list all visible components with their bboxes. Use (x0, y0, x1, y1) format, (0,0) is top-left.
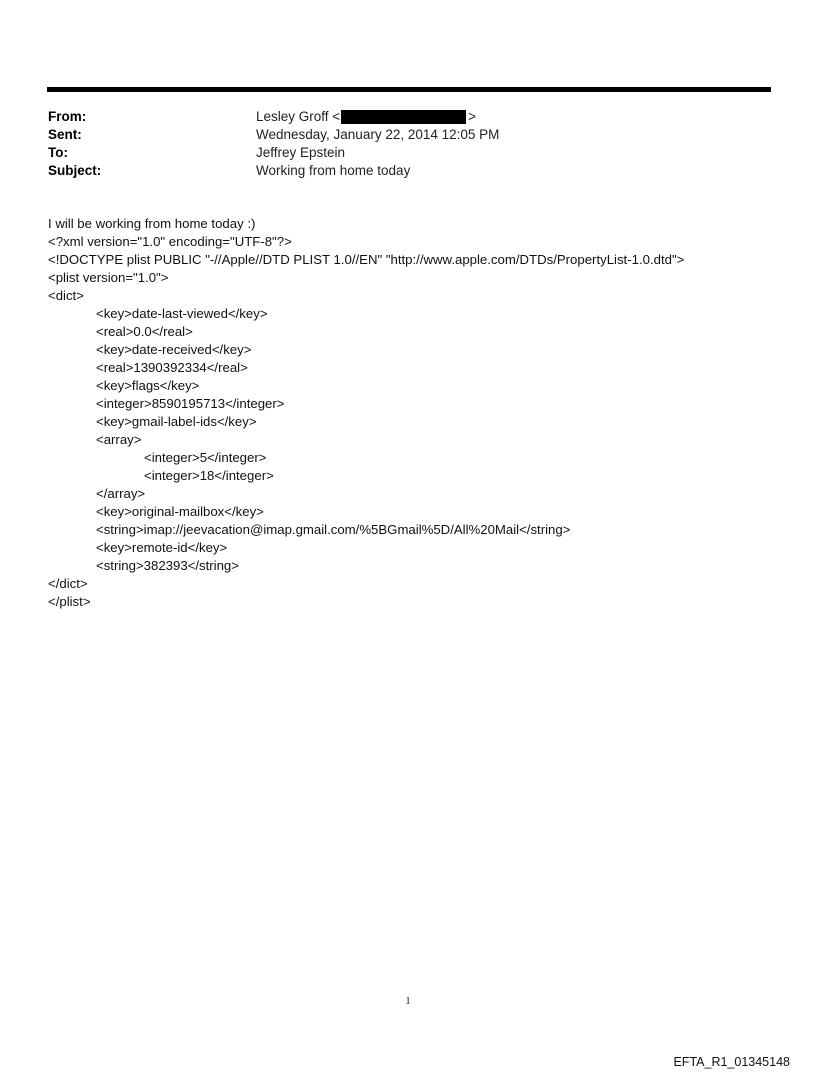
body-line: <?xml version="1.0" encoding="UTF-8"?> (48, 234, 292, 249)
body-line: <plist version="1.0"> (48, 270, 169, 285)
body-line: <string>382393</string> (96, 558, 239, 573)
from-name: Lesley Groff < (256, 109, 341, 124)
body-line: <key>gmail-label-ids</key> (96, 414, 257, 429)
sent-value: Wednesday, January 22, 2014 12:05 PM (256, 127, 500, 142)
body-line: I will be working from home today :) (48, 216, 256, 231)
from-label: From: (48, 109, 87, 124)
subject-value: Working from home today (256, 163, 411, 178)
sent-row (48, 126, 748, 144)
body-line: <key>date-last-viewed</key> (96, 306, 268, 321)
from-row (48, 108, 748, 126)
document-id: EFTA_R1_01345148 (673, 1055, 790, 1069)
body-line: <!DOCTYPE plist PUBLIC "-//Apple//DTD PLIST 1.0//EN" "http://www.apple.com/DTDs/PropertyList-1.0.dtd"> (48, 252, 685, 267)
body-line: <real>0.0</real> (96, 324, 193, 339)
body-line: <string>imap://jeevacation@imap.gmail.com/%5BGmail%5D/All%20Mail</string> (96, 522, 571, 537)
body-line: <key>flags</key> (96, 378, 200, 393)
body-line: <integer>18</integer> (144, 468, 274, 483)
from-close-bracket: > (468, 109, 477, 124)
subject-row (48, 162, 748, 180)
body-line: <real>1390392334</real> (96, 360, 248, 375)
email-body (48, 215, 788, 611)
body-line: <dict> (48, 288, 84, 303)
email-header (48, 108, 748, 180)
body-line: <key>original-mailbox</key> (96, 504, 264, 519)
page-number: 1 (405, 995, 411, 1007)
body-line: <array> (96, 432, 142, 447)
body-line: <key>remote-id</key> (96, 540, 228, 555)
sent-label: Sent: (48, 127, 82, 142)
subject-label: Subject: (48, 163, 102, 178)
body-line: </plist> (48, 594, 91, 609)
body-line: </array> (96, 486, 146, 501)
to-value: Jeffrey Epstein (256, 145, 346, 160)
from-value (256, 108, 476, 126)
to-row (48, 144, 748, 162)
redaction-box (341, 110, 466, 124)
header-divider (47, 87, 771, 92)
body-line: </dict> (48, 576, 88, 591)
body-line: <integer>8590195713</integer> (96, 396, 285, 411)
body-line: <key>date-received</key> (96, 342, 252, 357)
body-line: <integer>5</integer> (144, 450, 267, 465)
to-label: To: (48, 145, 68, 160)
